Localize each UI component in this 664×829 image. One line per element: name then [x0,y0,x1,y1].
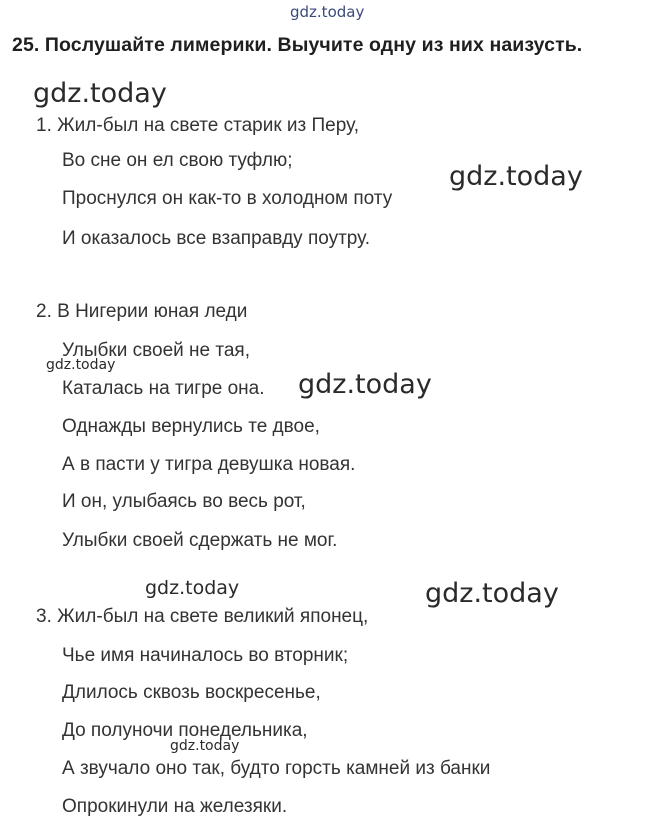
poem-line: Во сне он ел свою туфлю; [62,150,293,171]
poem-line: Проснулся он как-то в холодном поту [62,188,393,209]
watermark: gdz.today [298,369,432,400]
poem-line: 2. В Нигерии юная леди [36,301,248,322]
poem-line: Улыбки своей не тая, [62,340,250,361]
poem-line: Чье имя начиналось во вторник; [62,645,349,666]
watermark: gdz.today [449,161,583,192]
poem-line: Улыбки своей сдержать не мог. [62,530,338,551]
poem-line: А звучало оно так, будто горсть камней из банки [62,758,491,779]
poem-line: И он, улыбаясь во весь рот, [62,491,306,512]
poem-line: Длилось сквозь воскресенье, [62,682,321,703]
watermark: gdz.today [46,357,116,373]
poem-line: 3. Жил-был на свете великий японец, [36,606,369,627]
poem-line: 1. Жил-был на свете старик из Перу, [36,115,359,136]
watermark: gdz.today [425,578,559,609]
watermark: gdz.today [170,738,240,754]
poem-line: И оказалось все взаправду поутру. [62,228,371,249]
exercise-heading: 25. Послушайте лимерики. Выучите одну из них наизусть. [12,34,583,56]
poem-line: А в пасти у тигра девушка новая. [62,454,356,475]
watermark: gdz.today [33,78,167,109]
poem-line: Опрокинули на железяки. [62,796,288,817]
poem-line: Каталась на тигре она. [62,378,265,399]
poem-line: До полуночи понедельника, [62,720,308,741]
watermark-top: gdz.today [290,3,365,21]
poem-line: Однажды вернулись те двое, [62,416,320,437]
watermark: gdz.today [145,577,240,599]
